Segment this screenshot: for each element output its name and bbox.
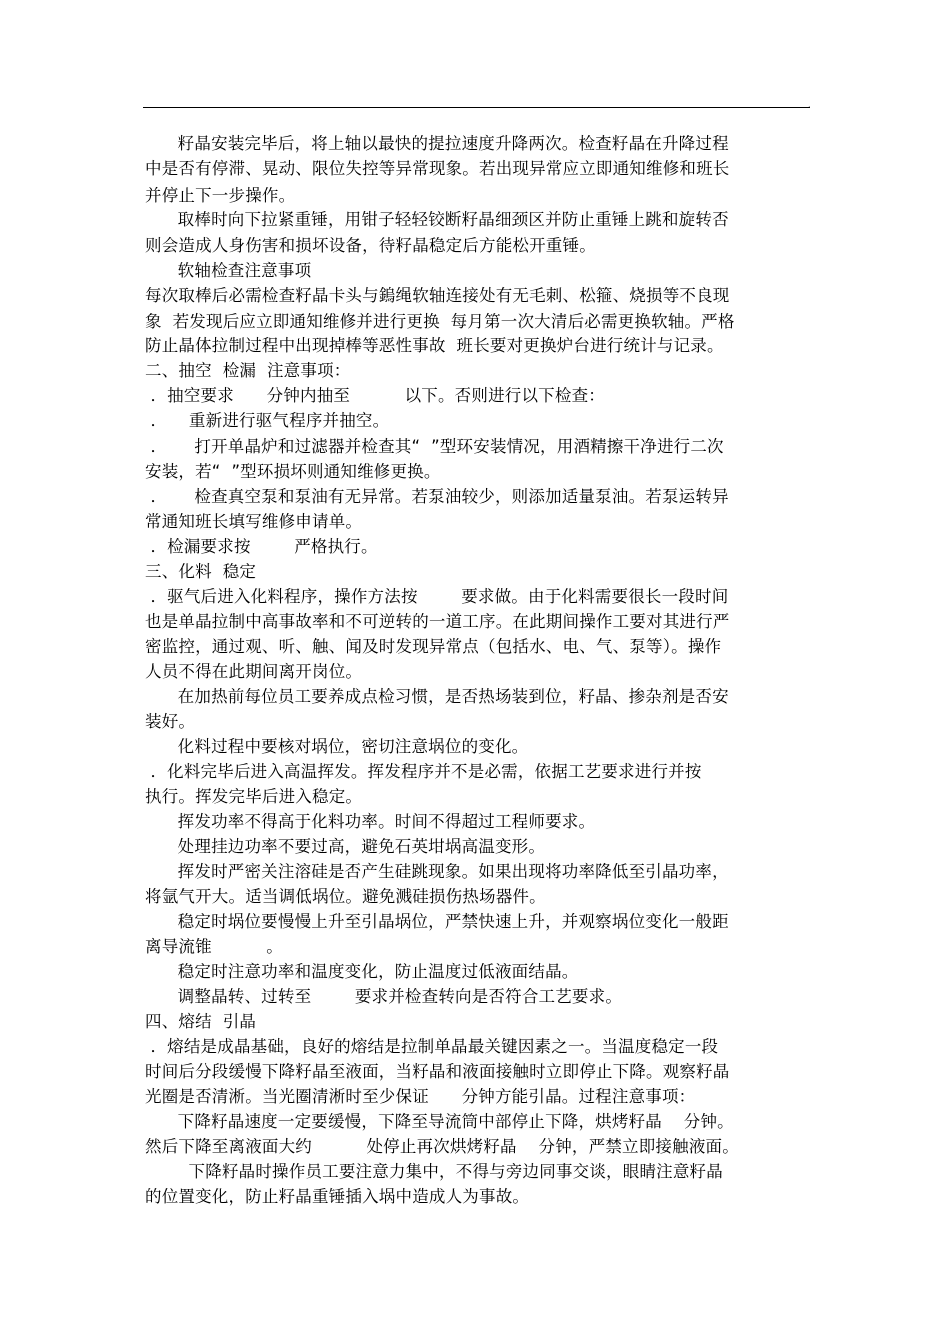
text-line: ．驱气后进入化料程序，操作方法按 要求做。由于化料需要很长一段时间 [145,587,729,606]
text-line: 安装，若“ ”型环损坏则通知维修更换。 [145,462,441,481]
text-line: 软轴检查注意事项 [145,261,312,280]
text-line: 下降籽晶时操作员工要注意力集中，不得与旁边同事交谈，眼睛注意籽晶 [145,1162,723,1181]
text-line: 调整晶转、过转至 要求并检查转向是否符合工艺要求。 [145,987,623,1006]
text-line: 并停止下一步操作。 [145,186,296,205]
text-line: ．抽空要求 分钟内抽至 以下。否则进行以下检查： [145,386,605,405]
text-line: 化料过程中要核对埚位，密切注意埚位的变化。 [145,737,529,756]
text-line: 常通知班长填写维修申请单。 [145,512,363,531]
text-line: 挥发时严密关注溶硅是否产生硅跳现象。如果出现将功率降低至引晶功率， [145,862,729,881]
text-line: 密监控，通过观、听、触、闻及时发现异常点（包括水、电、气、泵等）。操作 [145,637,722,656]
text-line: 则会造成人身伤害和损坏设备，待籽晶稳定后方能松开重锤。 [145,236,596,255]
text-line: 取棒时向下拉紧重锤，用钳子轻轻铰断籽晶细颈区并防止重锤上跳和旋转否 [145,210,729,229]
text-line: 执行。挥发完毕后进入稳定。 [145,787,363,806]
text-line: 装好。 [145,712,196,731]
text-line: 然后下降至离液面大约 处停止再次烘烤籽晶 分钟，严禁立即接触液面。 [145,1137,739,1156]
text-line: 处理挂边功率不要过高，避免石英坩埚高温变形。 [145,837,546,856]
text-line: 中是否有停滞、晃动、限位失控等异常现象。若出现异常应立即通知维修和班长 [145,159,730,178]
text-line: 离导流锥 。 [145,937,283,956]
text-line: 籽晶安装完毕后，将上轴以最快的提拉速度升降两次。检查籽晶在升降过程 [145,134,729,153]
text-line: ．化料完毕后进入高温挥发。挥发程序并不是必需，依据工艺要求进行并按 [145,762,702,781]
text-line: ． 打开单晶炉和过滤器并检查其“ ”型环安装情况，用酒精擦干净进行二次 [145,437,724,456]
text-line: 在加热前每位员工要养成点检习惯，是否热场装到位，籽晶、掺杂剂是否安 [145,687,729,706]
text-line: 象 若发现后应立即通知维修并进行更换 每月第一次大清后必需更换软轴。严格 [145,312,735,331]
text-line: ．熔结是成晶基础，良好的熔结是拉制单晶最关键因素之一。当温度稳定一段 [145,1037,719,1056]
text-line: 二、抽空 检漏 注意事项： [145,361,351,380]
text-line: 将氩气开大。适当调低埚位。避免溅硅损伤热场器件。 [145,887,546,906]
text-line: ．检漏要求按 严格执行。 [145,537,378,556]
header-mark: · [808,103,811,112]
text-line: ． 检查真空泵和泵油有无异常。若泵油较少，则添加适量泵油。若泵运转异 [145,487,729,506]
text-line: 防止晶体拉制过程中出现掉棒等恶性事故 班长要对更换炉台进行统计与记录。 [145,336,724,355]
text-line: 人员不得在此期间离开岗位。 [145,662,363,681]
text-line: 每次取棒后必需检查籽晶卡头与鎢绳软轴连接处有无毛刺、松箍、烧损等不良现 [145,286,730,305]
text-line: 三、化料 稳定 [145,562,257,581]
text-line: 的位置变化，防止籽晶重锤插入埚中造成人为事故。 [145,1187,530,1206]
text-line: 稳定时埚位要慢慢上升至引晶埚位，严禁快速上升，并观察埚位变化一般距 [145,912,729,931]
text-line: 也是单晶拉制中高事故率和不可逆转的一道工序。在此期间操作工要对其进行严 [145,612,730,631]
text-line: ． 重新进行驱气程序并抽空。 [145,411,390,430]
header-rule [143,107,810,108]
text-line: 稳定时注意功率和温度变化，防止温度过低液面结晶。 [145,962,579,981]
text-line: 时间后分段缓慢下降籽晶至液面，当籽晶和液面接触时立即停止下降。观察籽晶 [145,1062,730,1081]
text-line: 光圈是否清淅。当光圈清淅时至少保证 分钟方能引晶。过程注意事项： [145,1087,696,1106]
text-line: 挥发功率不得高于化料功率。时间不得超过工程师要求。 [145,812,596,831]
text-line: 下降籽晶速度一定要缓慢，下降至导流筒中部停止下降，烘烤籽晶 分钟。 [145,1112,734,1131]
text-line: 四、熔结 引晶 [145,1012,257,1031]
